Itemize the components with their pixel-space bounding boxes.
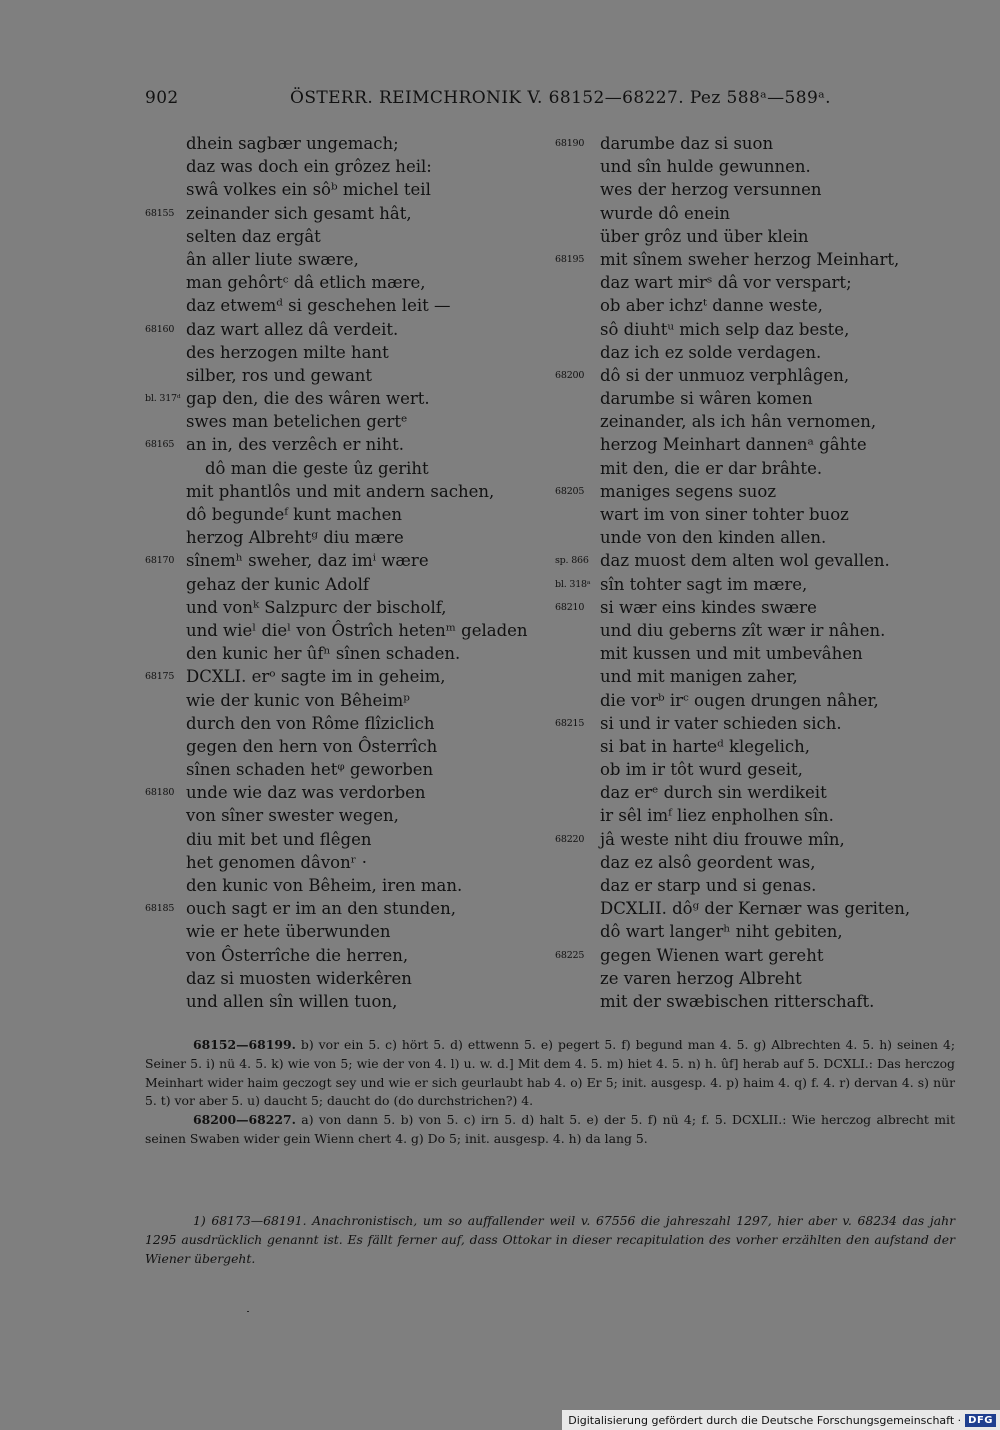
verse-line	[555, 851, 955, 874]
verse-text: gehaz der kunic Adolf	[186, 574, 369, 594]
line-number: bl. 318ᵃ	[555, 578, 591, 590]
verse-text: daz was doch ein grôzez heil:	[186, 157, 432, 177]
verse-line	[555, 665, 955, 688]
verse-line	[145, 920, 545, 943]
running-header	[145, 88, 955, 112]
verse-text: DCXLII. dôᵍ der Kernær was geriten,	[600, 899, 911, 919]
verse-line	[145, 480, 545, 503]
verse-line	[145, 202, 545, 225]
verse-text: ze varen herzog Albreht	[600, 968, 802, 988]
verse-text: unde wie daz was verdorben	[186, 783, 426, 803]
verse-text: DCXLI. erᵒ sagte im in geheim,	[186, 667, 446, 687]
verse-line	[145, 178, 545, 201]
verse-line	[145, 155, 545, 178]
verse-text: gegen Wienen wart gereht	[600, 945, 824, 965]
verse-text: mit der swæbischen ritterschaft.	[600, 991, 875, 1011]
verse-text: zeinander, als ich hân vernomen,	[600, 412, 877, 432]
verse-line	[555, 271, 955, 294]
apparatus-range-label: 68152—68199.	[193, 1037, 296, 1052]
line-number: 68205	[555, 485, 585, 497]
verse-line	[145, 967, 545, 990]
verse-text: und sîn hulde gewunnen.	[600, 157, 811, 177]
verse-line	[555, 735, 955, 758]
running-title: ÖSTERR. REIMCHRONIK V. 68152—68227. Pez 588ᵃ—589ᵃ.	[290, 88, 831, 108]
verse-line	[145, 897, 545, 920]
verse-line	[145, 294, 545, 317]
verse-line	[555, 828, 955, 851]
verse-text: darumbe daz si suon	[600, 134, 774, 153]
verse-text: dô si der unmuoz verphlâgen,	[600, 365, 850, 385]
footnote	[145, 1212, 955, 1268]
line-number: 68215	[555, 717, 585, 729]
apparatus-range-label: 68200—68227.	[193, 1112, 296, 1128]
verse-text: gegen den hern von Ôsterrîch	[186, 736, 438, 756]
verse-line	[145, 828, 545, 851]
verse-text: unde von den kinden allen.	[600, 528, 827, 548]
digitization-text: Digitalisierung gefördert durch die Deutsche Forschungsgemeinschaft ·	[568, 1413, 962, 1427]
verse-line	[145, 457, 545, 480]
verse-line	[145, 573, 545, 596]
verse-text: zeinander sich gesamt hât,	[186, 203, 412, 223]
verse-line	[555, 874, 955, 897]
verse-line	[555, 990, 955, 1013]
verse-text: diu mit bet und flêgen	[186, 829, 372, 849]
verse-line	[555, 920, 955, 943]
verse-text: dhein sagbær ungemach;	[186, 134, 399, 153]
verse-line	[555, 364, 955, 387]
verse-text: swâ volkes ein sôᵇ michel teil	[186, 180, 431, 200]
verse-line	[145, 225, 545, 248]
verse-text: sînen schaden hetᵠ geworben	[186, 760, 434, 780]
verse-text: selten daz ergât	[186, 226, 321, 246]
line-number: 68190	[555, 138, 585, 149]
verse-text: und mit manigen zaher,	[600, 667, 798, 687]
verse-text: herzog Meinhart dannenᵃ gâhte	[600, 435, 867, 455]
verse-text: sô diuhtᵘ mich selp daz beste,	[600, 319, 850, 339]
line-number: sp. 866	[555, 555, 589, 567]
verse-text: wurde dô enein	[600, 203, 731, 223]
footnote-text: 1) 68173—68191. Anachronistisch, um so auffallender weil v. 67556 die jahreszahl 1297, hier aber v. 68234 das jahr 1295 ausdrücklich genannt ist. Es fällt ferner auf, dass Ottokar in dieser recapitulation des vorher erzählten den aufstand der Wiener übergeht.	[145, 1213, 955, 1266]
verse-line	[555, 503, 955, 526]
verse-line	[145, 874, 545, 897]
verse-line	[555, 642, 955, 665]
verse-text: si und ir vater schieden sich.	[600, 713, 842, 733]
verse-line	[145, 503, 545, 526]
verse-line	[555, 804, 955, 827]
verse-line	[145, 689, 545, 712]
verse-line	[555, 712, 955, 735]
verse-line	[145, 619, 545, 642]
verse-text: des herzogen milte hant	[186, 342, 389, 362]
verse-text: ouch sagt er im an den stunden,	[186, 899, 456, 919]
verse-text: und vonᵏ Salzpurc der bischolf,	[186, 597, 447, 617]
verse-line	[555, 549, 955, 572]
verse-text: ob im ir tôt wurd geseit,	[600, 760, 803, 780]
verse-line	[145, 990, 545, 1013]
verse-line	[555, 294, 955, 317]
verse-text: und diu geberns zît wær ir nâhen.	[600, 620, 886, 640]
verse-text: maniges segens suoz	[600, 481, 777, 501]
line-number: 68170	[145, 555, 175, 567]
verse-line	[555, 457, 955, 480]
verse-text: sîn tohter sagt im mære,	[600, 574, 808, 594]
verse-text: mit kussen und mit umbevâhen	[600, 644, 863, 664]
verse-line	[555, 132, 955, 155]
line-number: bl. 317ᵈ	[145, 393, 181, 405]
verse-line	[145, 341, 545, 364]
verse-text: jâ weste niht diu frouwe mîn,	[600, 829, 845, 849]
verse-text: dô man die geste ûz geriht	[205, 458, 429, 478]
apparatus-notes: b) vor ein 5. c) hört 5. d) ettwenn 5. e) pegert 5. f) begund man 4. 5. g) Albrechten 4. 5. h) seinen 4; Seiner 5. i) nü 4. 5. k) wie von 5; wie der von 4. l) u. w. d.] Mit dem 4. 5. m) hiet 4. 5. n) h. ûf] herab auf 5. DCXLI.: Das herczog Meinhart wider haim geczogt sey und wie er sich geurlaubt hab 4. o) Er 5; init. ausgesp. 4. p) haim 4. q) f. 4. r) dervan 4. s) nür 5. t) vor aber 5. u) daucht 5; daucht do (do durchstrichen?) 4.	[145, 1037, 955, 1109]
verse-text: daz er starp und si genas.	[600, 876, 817, 895]
verse-line	[555, 781, 955, 804]
verse-line	[145, 781, 545, 804]
verse-line	[555, 573, 955, 596]
verse-text: von sîner swester wegen,	[186, 806, 399, 826]
verse-line	[145, 433, 545, 456]
verse-line	[145, 549, 545, 572]
verse-text: daz muost dem alten wol gevallen.	[600, 551, 890, 571]
verse-text: darumbe si wâren komen	[600, 389, 813, 409]
verse-text: mit den, die er dar brâhte.	[600, 458, 823, 478]
page-number: 902	[145, 88, 179, 108]
apparatus-notes: a) von dann 5. b) von 5. c) irn 5. d) halt 5. e) der 5. f) nü 4; f. 5. DCXLII.: Wie herczog albrecht mit seinen Swaben wider gein Wienn chert 4. g) Do 5; init. ausgesp. 4. h) da lang 5.	[145, 1112, 955, 1146]
verse-text: die vorᵇ irᶜ ougen drungen nâher,	[600, 690, 879, 710]
verse-line	[555, 155, 955, 178]
verse-line	[145, 596, 545, 619]
verse-text: und allen sîn willen tuon,	[186, 991, 398, 1011]
verse-text: daz ich ez solde verdagen.	[600, 342, 822, 362]
verse-line	[145, 318, 545, 341]
verse-text: het genomen dâvonʳ ·	[186, 852, 367, 872]
verse-line	[145, 851, 545, 874]
line-number: 68185	[145, 903, 175, 915]
line-number: 68225	[555, 949, 585, 961]
verse-text: daz ez alsô geordent was,	[600, 852, 816, 872]
left-verse-column	[145, 132, 545, 1013]
verse-line	[145, 735, 545, 758]
verse-line	[145, 642, 545, 665]
right-verse-column	[555, 132, 955, 1013]
dfg-logo: DFG	[965, 1414, 996, 1427]
verse-line	[555, 225, 955, 248]
verse-text: ân aller liute swære,	[186, 249, 359, 269]
verse-line	[145, 271, 545, 294]
verse-text: dô begundeᶠ kunt machen	[186, 505, 402, 524]
verse-text: den kunic her ûfⁿ sînen schaden.	[186, 644, 461, 664]
line-number: 68220	[555, 833, 585, 845]
verse-text: ir sêl imᶠ liez enpholhen sîn.	[600, 806, 834, 826]
verse-text: und wieˡ dieˡ von Ôstrîch hetenᵐ geladen	[186, 620, 528, 640]
verse-text: daz wart mirˢ dâ vor verspart;	[600, 273, 852, 293]
verse-text: swes man betelichen gertᵉ	[186, 412, 408, 432]
verse-line	[555, 202, 955, 225]
verse-line	[145, 665, 545, 688]
verse-line	[555, 526, 955, 549]
verse-line	[555, 248, 955, 271]
verse-text: mit sînem sweher herzog Meinhart,	[600, 249, 900, 269]
verse-text: an in, des verzêch er niht.	[186, 435, 404, 455]
verse-text: den kunic von Bêheim, iren man.	[186, 876, 463, 895]
verse-line	[555, 897, 955, 920]
verse-line	[555, 944, 955, 967]
verse-text: dô wart langerʰ niht gebiten,	[600, 922, 843, 942]
verse-text: von Ôsterrîche die herren,	[186, 945, 409, 965]
verse-text: wie der kunic von Bêheimᵖ	[186, 690, 410, 710]
verse-text: daz si muosten widerkêren	[186, 968, 412, 988]
verse-line	[555, 619, 955, 642]
verse-line	[145, 758, 545, 781]
verse-text: si bat in harteᵈ klegelich,	[600, 736, 811, 756]
verse-line	[145, 387, 545, 410]
verse-text: daz wart allez dâ verdeit.	[186, 319, 399, 339]
verse-line	[555, 433, 955, 456]
verse-text: daz erᵉ durch sin werdikeit	[600, 783, 827, 803]
apparatus-paragraph	[145, 1036, 955, 1111]
line-number: 68155	[145, 207, 175, 219]
verse-text: herzog Albrehtᵍ diu mære	[186, 528, 404, 548]
verse-text: durch den von Rôme flîziclich	[186, 713, 435, 733]
verse-line	[555, 318, 955, 341]
verse-line	[555, 480, 955, 503]
line-number: 68200	[555, 369, 585, 381]
apparatus-paragraph	[145, 1111, 955, 1149]
verse-line	[555, 178, 955, 201]
verse-text: ob aber ichzᵗ danne weste,	[600, 296, 823, 316]
verse-text: gap den, die des wâren wert.	[186, 389, 430, 409]
verse-text: silber, ros und gewant	[186, 365, 373, 385]
verse-text: mit phantlôs und mit andern sachen,	[186, 481, 495, 501]
verse-line	[555, 596, 955, 619]
line-number: 68195	[555, 253, 585, 265]
verse-line	[555, 967, 955, 990]
verse-line	[145, 804, 545, 827]
verse-line	[145, 410, 545, 433]
verse-text: sînemʰ sweher, daz imⁱ wære	[186, 551, 429, 571]
verse-line	[555, 689, 955, 712]
verse-text: wes der herzog versunnen	[600, 180, 822, 200]
verse-text: wie er hete überwunden	[186, 922, 391, 942]
verse-text: si wær eins kindes swære	[600, 597, 817, 617]
stray-mark	[247, 1311, 249, 1312]
verse-text: über grôz und über klein	[600, 226, 809, 246]
verse-text: wart im von siner tohter buoz	[600, 505, 849, 524]
line-number: 68160	[145, 323, 175, 335]
verse-line	[555, 387, 955, 410]
verse-text: man gehôrtᶜ dâ etlich mære,	[186, 273, 426, 293]
line-number: 68210	[555, 601, 585, 613]
verse-line	[145, 712, 545, 735]
verse-line	[145, 132, 545, 155]
verse-line	[145, 248, 545, 271]
verse-line	[555, 758, 955, 781]
critical-apparatus	[145, 1036, 955, 1149]
verse-line	[145, 364, 545, 387]
verse-line	[145, 944, 545, 967]
line-number: 68165	[145, 439, 175, 451]
line-number: 68180	[145, 787, 175, 799]
verse-text: daz etwemᵈ si geschehen leit —	[186, 296, 451, 316]
verse-line	[555, 410, 955, 433]
line-number: 68175	[145, 671, 175, 683]
verse-line	[555, 341, 955, 364]
verse-line	[145, 526, 545, 549]
digitization-banner	[562, 1410, 1000, 1430]
